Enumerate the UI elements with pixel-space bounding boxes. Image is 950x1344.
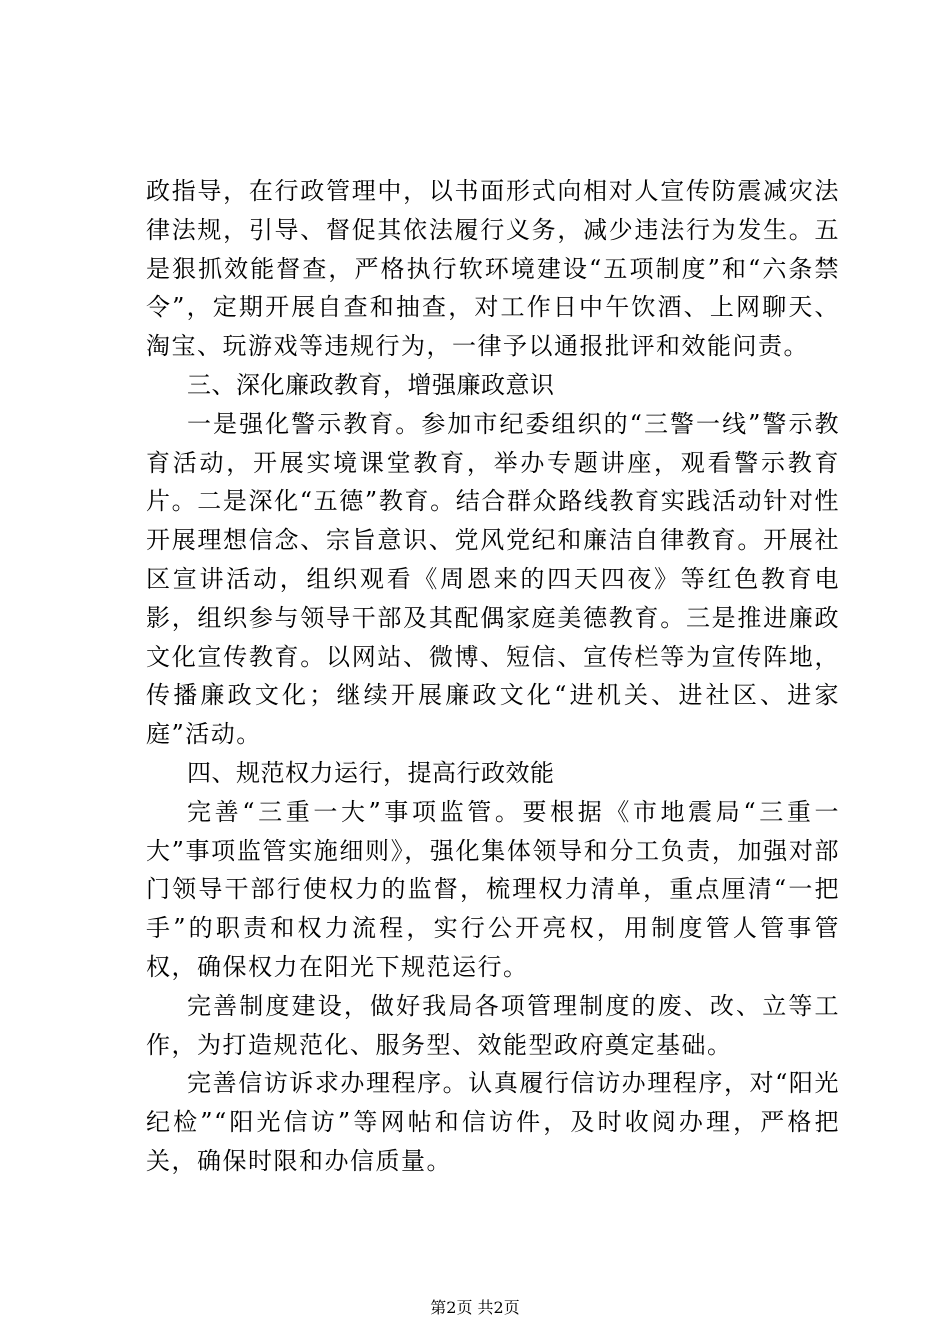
section-heading-4: 四、规范权力运行，提高行政效能 [187, 758, 555, 787]
document-body [146, 172, 840, 1181]
paragraph-2: 一是强化警示教育。参加市纪委组织的“三警一线”警示教育活动，开展实境课堂教育，举办专题讲座，观看警示教育片。二是深化“五德”教育。结合群众路线教育实践活动针对性开展理想信念、宗旨意识、党风党纪和廉洁自律教育。开展社区宣讲活动，组织观看《周恩来的四天四夜》等红色教育电影，组织参与领导干部及其配偶家庭美德教育。三是推进廉政文化宣传教育。以网站、微博、短信、宣传栏等为宣传阵地，传播廉政文化；继续开展廉政文化“进机关、进社区、进家庭”活动。 [146, 409, 840, 749]
paragraph-5: 完善信访诉求办理程序。认真履行信访办理程序，对“阳光纪检”“阳光信访”等网帖和信访件，及时收阅办理，严格把关，确保时限和办信质量。 [146, 1069, 840, 1175]
paragraph-1: 政指导，在行政管理中，以书面形式向相对人宣传防震减灾法律法规，引导、督促其依法履行义务，减少违法行为发生。五是狠抓效能督查，严格执行软环境建设“五项制度”和“六条禁令”，定期开展自查和抽查，对工作日中午饮酒、上网聊天、淘宝、玩游戏等违规行为，一律予以通报批评和效能问责。 [146, 177, 840, 361]
paragraph-4: 完善制度建设，做好我局各项管理制度的废、改、立等工作，为打造规范化、服务型、效能型政府奠定基础。 [146, 991, 840, 1059]
paragraph-3: 完善“三重一大”事项监管。要根据《市地震局“三重一大”事项监管实施细则》，强化集体领导和分工负责，加强对部门领导干部行使权力的监督，梳理权力清单，重点厘清“一把手”的职责和权力流程，实行公开亮权，用制度管人管事管权，确保权力在阳光下规范运行。 [146, 797, 840, 981]
section-heading-3: 三、深化廉政教育，增强廉政意识 [187, 370, 555, 399]
page-number: 第2页 共2页 [430, 1298, 520, 1317]
page-footer [0, 1298, 950, 1318]
